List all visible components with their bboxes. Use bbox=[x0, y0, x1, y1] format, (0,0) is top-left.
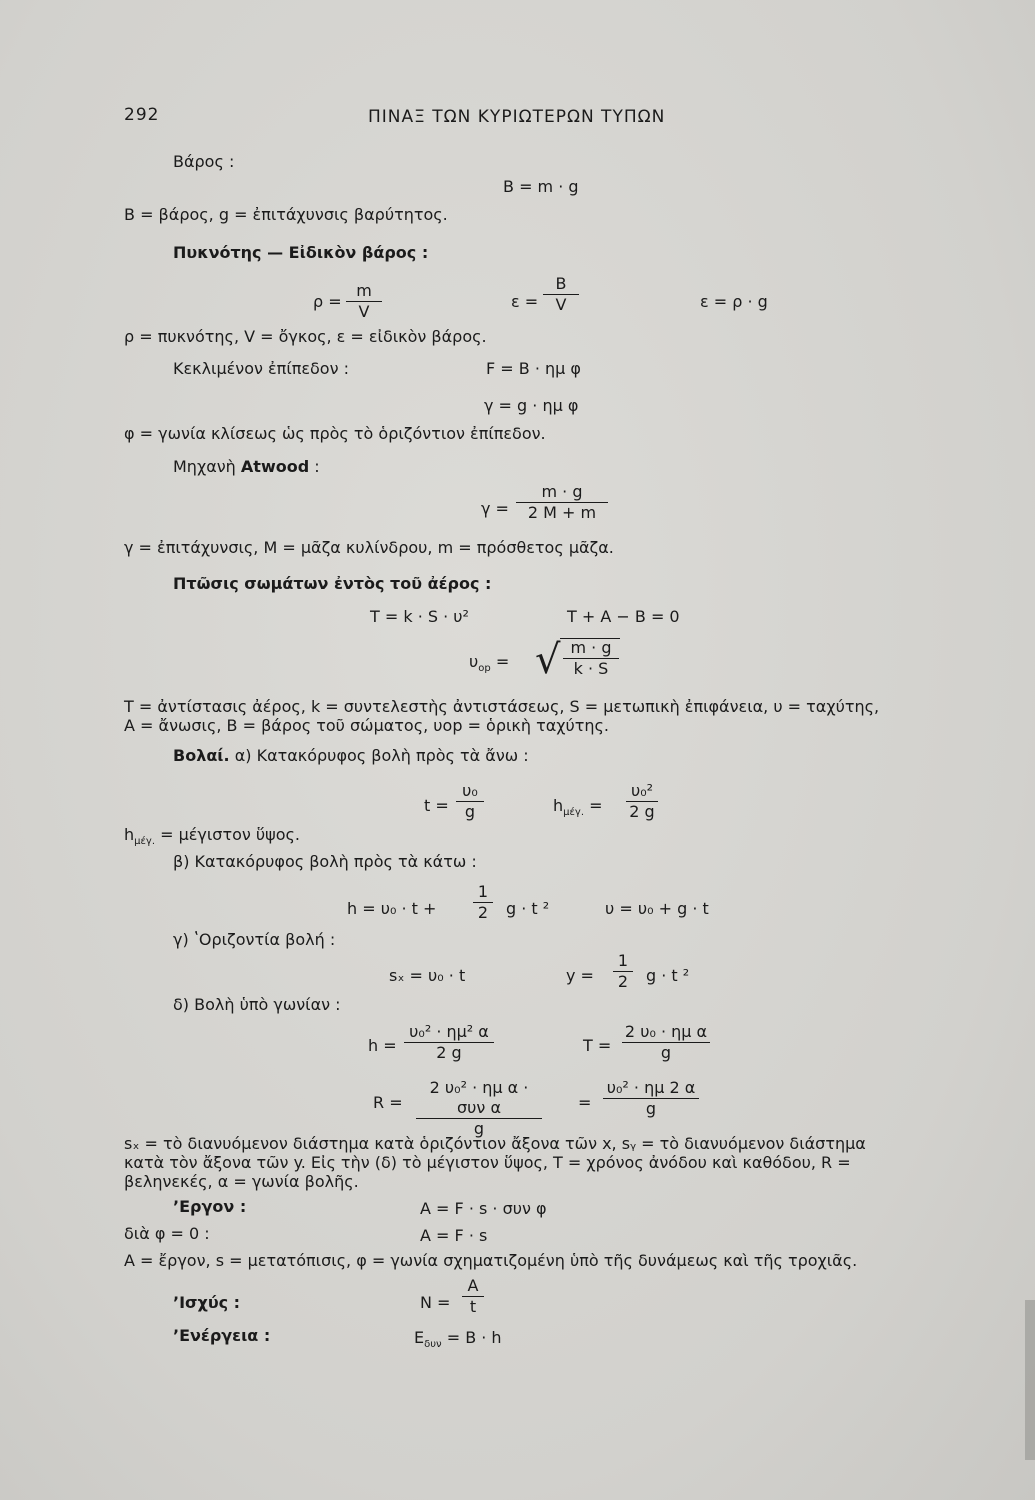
energy-rhs: = B · h bbox=[441, 1328, 502, 1347]
fall-legend-2: A = ἄνωσις, B = βάρος τοῦ σώματος, υop = ὁρικὴ ταχύτης. bbox=[124, 716, 609, 735]
gamma-y-lhs: y = bbox=[566, 966, 594, 985]
delta-height-lhs: h = bbox=[368, 1036, 397, 1055]
work-formula-zero-angle: A = F · s bbox=[420, 1226, 488, 1245]
fall-heading: Πτῶσις σωμάτων ἐντὸς τοῦ ἀέρος : bbox=[173, 574, 492, 593]
eps-numerator: B bbox=[555, 274, 567, 293]
throws-legend-2: κατὰ τὸν ἄξονα τῶν y. Εἰς τὴν (δ) τὸ μέγιστον ὕψος, T = χρόνος ἀνόδου καὶ καθόδου, R = bbox=[124, 1153, 851, 1172]
work-condition: διὰ φ = 0 : bbox=[124, 1224, 210, 1243]
throws-alpha-heading: α) Κατακόρυφος βολὴ πρὸς τὰ ἄνω : bbox=[229, 746, 529, 765]
delta-height-fraction bbox=[404, 1022, 494, 1063]
energy-symbol: E bbox=[414, 1328, 425, 1347]
delta-range2-denominator: g bbox=[645, 1099, 657, 1118]
delta-height-numerator: υ₀² · ημ² α bbox=[409, 1022, 489, 1041]
page-number: 292 bbox=[124, 105, 160, 125]
terminal-velocity-numerator: m · g bbox=[570, 638, 612, 657]
max-height-legend bbox=[124, 825, 300, 852]
throws-legend-3: βεληνεκές, α = γωνία βολῆς. bbox=[124, 1172, 359, 1191]
atwood-denominator: 2 M + m bbox=[527, 503, 597, 522]
energy-formula bbox=[414, 1328, 502, 1355]
beta-half-numerator: 1 bbox=[477, 882, 489, 901]
max-height-subscript: μέγ. bbox=[563, 807, 585, 819]
eps-denominator: V bbox=[555, 295, 567, 314]
beta-velocity: υ = υ₀ + g · t bbox=[605, 899, 709, 918]
rho-numerator: m bbox=[356, 281, 372, 300]
energy-heading: ʼΕνέργεια : bbox=[173, 1326, 271, 1345]
terminal-velocity-fraction bbox=[563, 638, 619, 679]
beta-height-rest: g · t ² bbox=[506, 899, 550, 918]
terminal-velocity-denominator: k · S bbox=[573, 659, 609, 678]
max-height-denominator: 2 g bbox=[629, 802, 655, 821]
beta-half-fraction bbox=[473, 882, 493, 923]
incline-heading: Κεκλιμένον ἐπίπεδον : bbox=[173, 359, 349, 378]
max-height-legend-symbol: h bbox=[124, 825, 135, 844]
terminal-velocity-equals: = bbox=[495, 652, 510, 671]
rise-time-numerator: υ₀ bbox=[462, 781, 478, 800]
power-heading: ʼΙσχύς : bbox=[173, 1293, 241, 1312]
power-numerator: A bbox=[467, 1276, 479, 1295]
max-height-fraction bbox=[626, 781, 658, 822]
beta-height-lhs: h = υ₀ · t + bbox=[347, 899, 437, 918]
incline-legend: φ = γωνία κλίσεως ὡς πρὸς τὸ ὁριζόντιον ἐπίπεδον. bbox=[124, 424, 546, 443]
delta-range-lhs: R = bbox=[373, 1093, 403, 1112]
gamma-y-rest: g · t ² bbox=[646, 966, 690, 985]
gamma-heading: γ) ʽΟριζοντία βολή : bbox=[173, 930, 336, 949]
power-denominator: t bbox=[469, 1297, 477, 1316]
fall-balance-formula: T + A − B = 0 bbox=[567, 607, 680, 626]
beta-heading: β) Κατακόρυφος βολὴ πρὸς τὰ κάτω : bbox=[173, 852, 477, 871]
work-heading: ʼΕργον : bbox=[173, 1197, 247, 1216]
terminal-velocity-subscript: op bbox=[478, 663, 491, 675]
eps-rho-formula: ε = ρ · g bbox=[700, 292, 768, 311]
density-legend: ρ = πυκνότης, V = ὄγκος, ε = εἰδικὸν βάρος. bbox=[124, 327, 487, 346]
max-height-lhs bbox=[553, 796, 603, 823]
gamma-half-fraction bbox=[613, 951, 633, 992]
work-formula: A = F · s · συν φ bbox=[420, 1199, 547, 1218]
weight-heading: Βάρος : bbox=[173, 152, 235, 171]
fall-resistance-formula: T = k · S · υ² bbox=[370, 607, 469, 626]
delta-range-equals: = bbox=[578, 1093, 592, 1112]
delta-range-numerator: 2 υ₀² · ημ α · συν α bbox=[429, 1078, 529, 1117]
power-fraction bbox=[462, 1276, 484, 1317]
density-heading: Πυκνότης — Εἰδικὸν βάρος : bbox=[173, 243, 429, 262]
max-height-equals: = bbox=[589, 796, 603, 815]
max-height-legend-text: = μέγιστον ὕψος. bbox=[155, 825, 300, 844]
page-title: ΠΙΝΑΞ ΤΩΝ ΚΥΡΙΩΤΕΡΩΝ ΤΥΠΩΝ bbox=[368, 107, 666, 127]
atwood-fraction bbox=[516, 482, 608, 523]
delta-time-fraction bbox=[622, 1022, 710, 1063]
terminal-velocity-symbol: υ bbox=[469, 652, 479, 671]
delta-range-fraction bbox=[416, 1078, 542, 1139]
sqrt-overbar bbox=[560, 638, 620, 639]
max-height-symbol: h bbox=[553, 796, 564, 815]
atwood-heading-text: Μηχανὴ bbox=[173, 457, 241, 476]
incline-force: F = B · ημ φ bbox=[486, 359, 581, 378]
atwood-numerator: m · g bbox=[541, 482, 583, 501]
atwood-heading bbox=[173, 457, 320, 477]
delta-time-denominator: g bbox=[660, 1043, 672, 1062]
delta-height-denominator: 2 g bbox=[436, 1043, 462, 1062]
delta-time-numerator: 2 υ₀ · ημ α bbox=[624, 1022, 708, 1041]
atwood-legend: γ = ἐπιτάχυνσις, M = μᾶζα κυλίνδρου, m = πρόσθετος μᾶζα. bbox=[124, 538, 614, 557]
rho-denominator: V bbox=[358, 302, 370, 321]
gamma-half-numerator: 1 bbox=[617, 951, 629, 970]
rise-time-denominator: g bbox=[464, 802, 476, 821]
work-legend: A = ἔργον, s = μετατόπισις, φ = γωνία σχηματιζομένη ὑπὸ τῆς δυνάμεως καὶ τῆς τροχιᾶς. bbox=[124, 1251, 858, 1270]
delta-range-denominator: g bbox=[473, 1119, 485, 1138]
weight-legend: B = βάρος, g = ἐπιτάχυνσις βαρύτητος. bbox=[124, 205, 448, 224]
fall-legend-1: T = ἀντίστασις ἀέρος, k = συντελεστὴς ἀντιστάσεως, S = μετωπικὴ ἐπιφάνεια, υ = ταχύτης, bbox=[124, 697, 880, 716]
incline-acceleration: γ = g · ημ φ bbox=[484, 396, 579, 415]
rho-lhs: ρ = bbox=[313, 292, 342, 311]
throws-legend-1: sₓ = τὸ διανυόμενον διάστημα κατὰ ὁριζόντιον ἄξονα τῶν x, sᵧ = τὸ διανυόμενον διάστημα bbox=[124, 1134, 866, 1153]
rho-fraction bbox=[346, 281, 382, 322]
page-edge-shadow bbox=[1025, 1300, 1035, 1460]
power-lhs: N = bbox=[420, 1293, 451, 1312]
eps-lhs: ε = bbox=[511, 292, 539, 311]
weight-formula: B = m · g bbox=[503, 177, 579, 196]
eps-fraction bbox=[543, 274, 579, 315]
sqrt-symbol: √ bbox=[535, 637, 561, 683]
atwood-colon: : bbox=[309, 457, 320, 476]
max-height-legend-subscript: μέγ. bbox=[134, 836, 156, 848]
atwood-name: Atwood bbox=[240, 457, 310, 476]
energy-subscript: δυν bbox=[424, 1339, 442, 1351]
gamma-half-denominator: 2 bbox=[617, 972, 629, 991]
rise-time-lhs: t = bbox=[424, 796, 449, 815]
beta-half-denominator: 2 bbox=[477, 903, 489, 922]
throws-title: Βολαί. bbox=[173, 746, 230, 765]
delta-heading: δ) Βολὴ ὑπὸ γωνίαν : bbox=[173, 995, 341, 1014]
gamma-sx: sₓ = υ₀ · t bbox=[389, 966, 466, 985]
terminal-velocity-lhs bbox=[469, 652, 509, 679]
delta-range2-numerator: υ₀² · ημ 2 α bbox=[606, 1078, 696, 1097]
delta-time-lhs: T = bbox=[583, 1036, 612, 1055]
max-height-numerator: υ₀² bbox=[630, 781, 654, 800]
delta-range2-fraction bbox=[603, 1078, 699, 1119]
rise-time-fraction bbox=[456, 781, 484, 822]
atwood-lhs: γ = bbox=[481, 499, 509, 518]
throws-heading bbox=[173, 746, 529, 766]
